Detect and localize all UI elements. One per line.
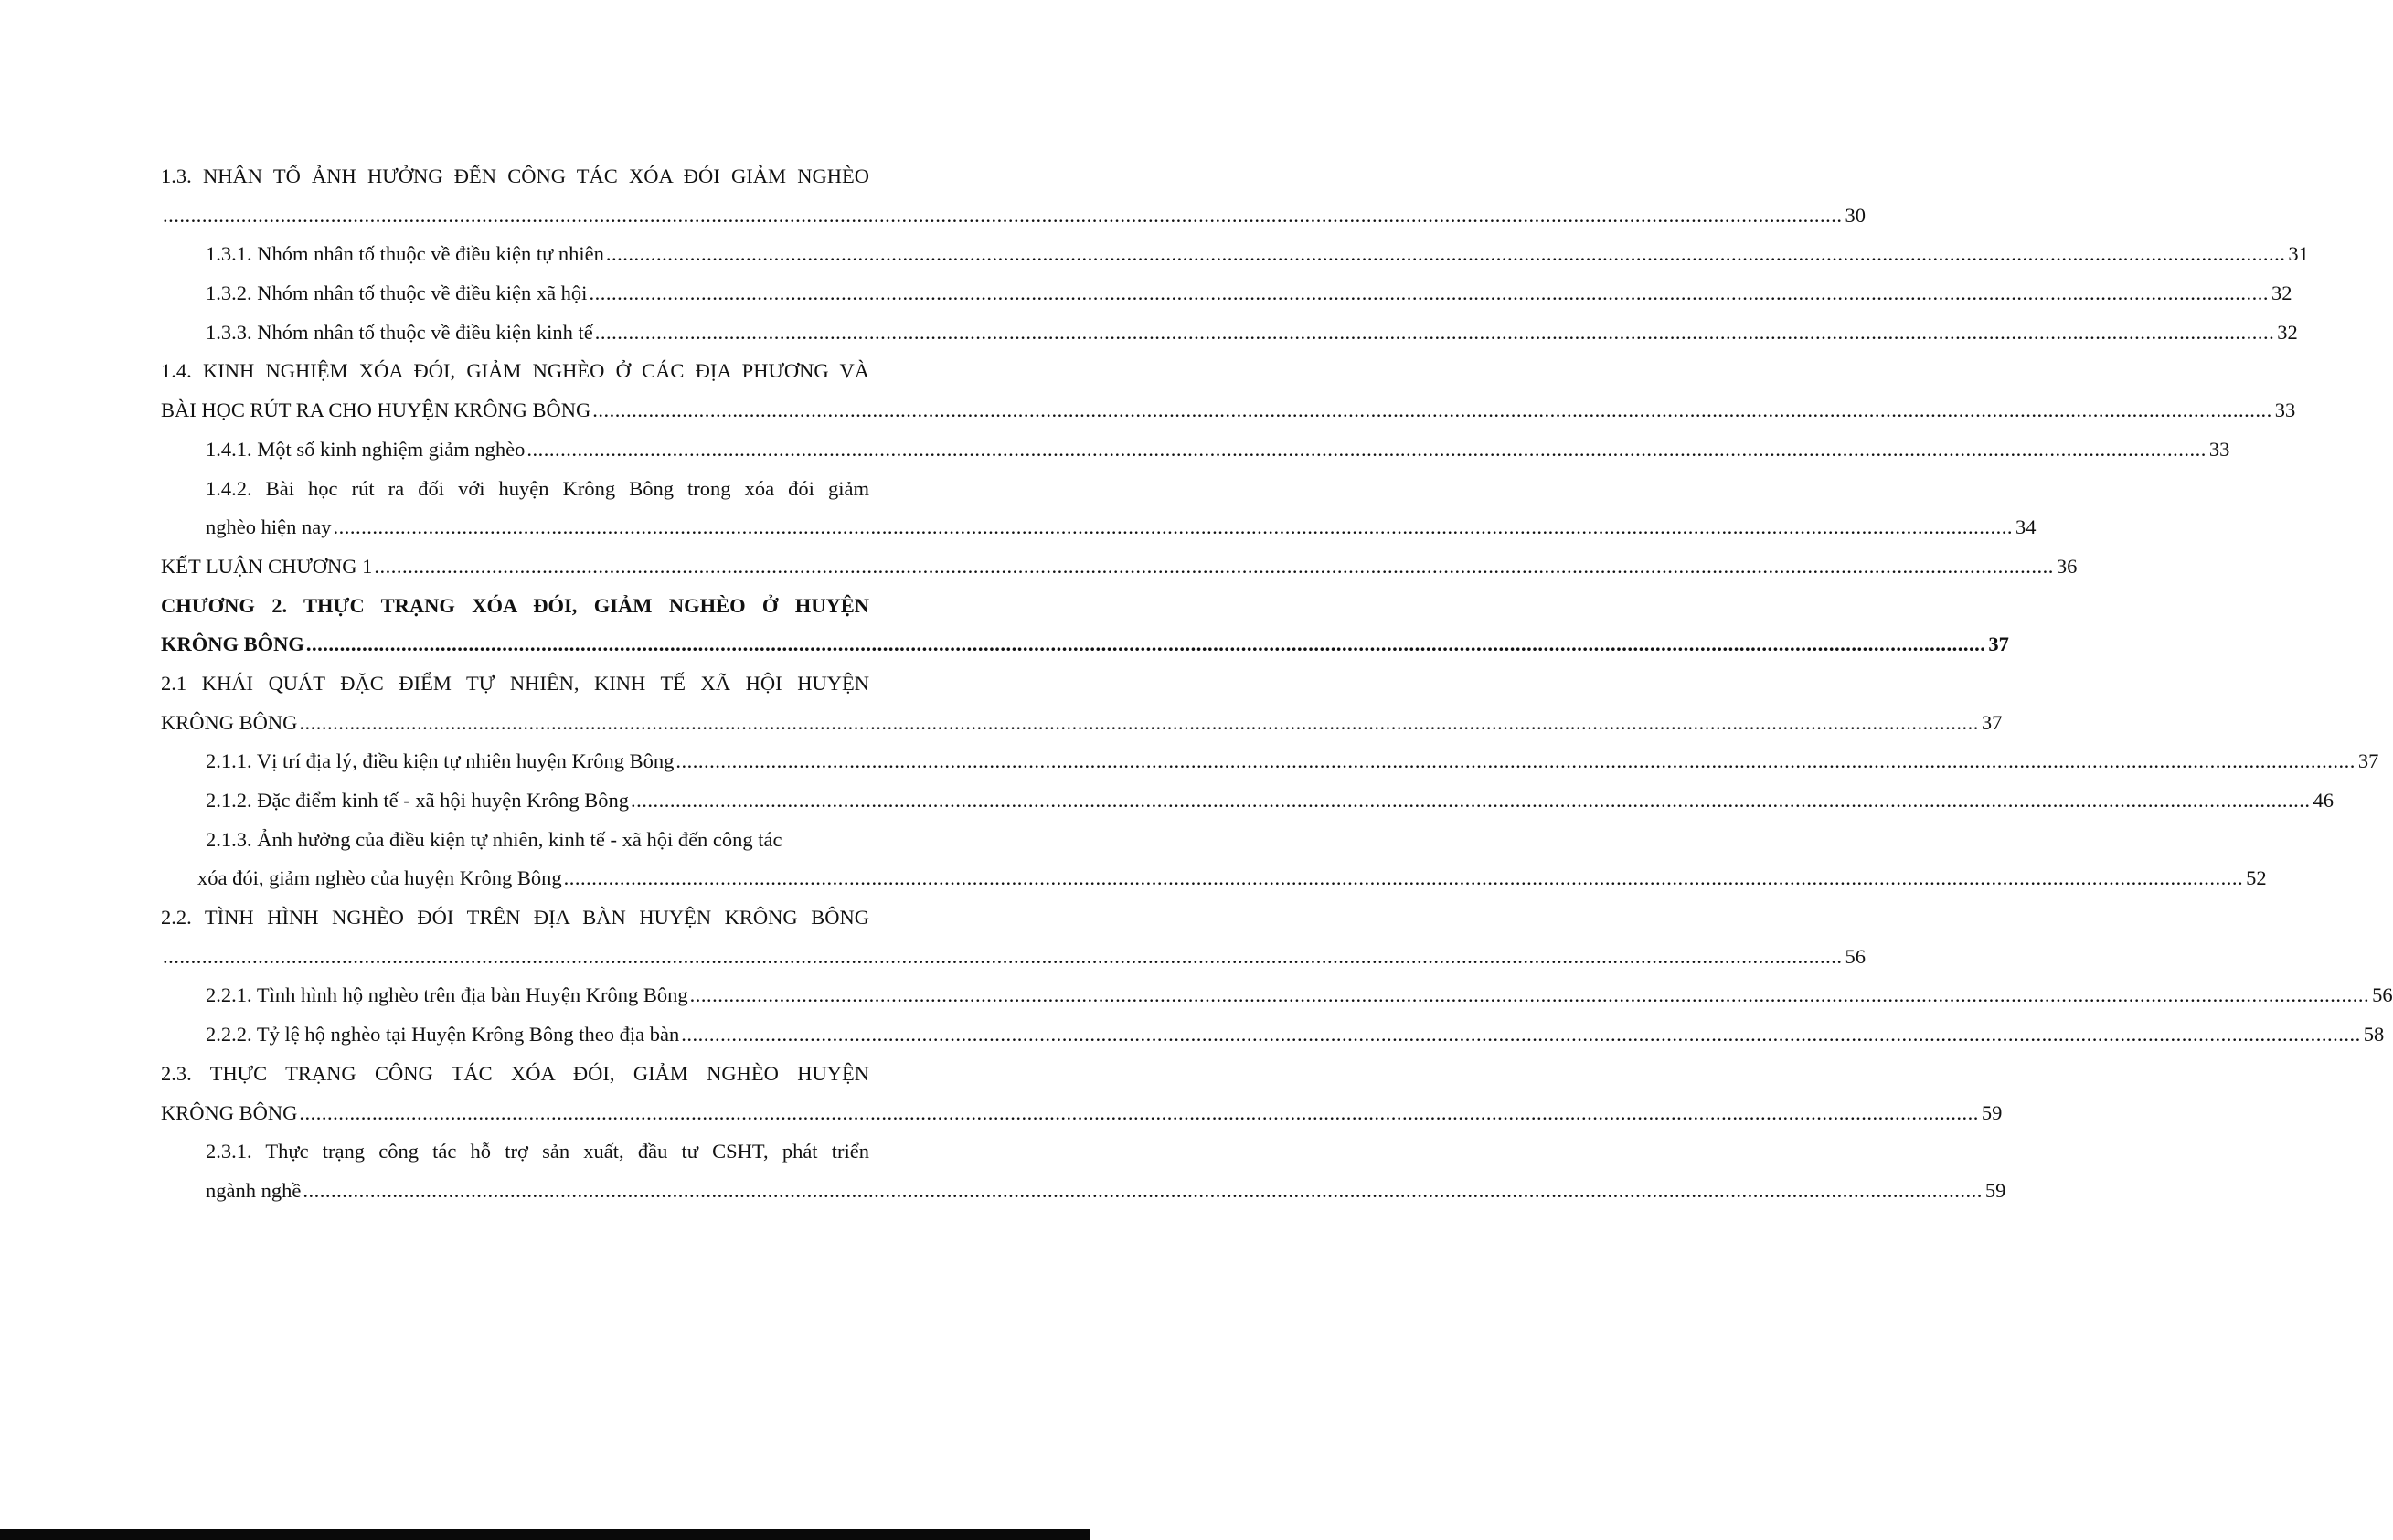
- toc-page-number: 56: [1845, 944, 1866, 968]
- toc-entry-title: KRÔNG BÔNG: [161, 710, 298, 734]
- toc-entry[interactable]: [161, 391, 2296, 430]
- toc-leader-dots: ............................................................................................................................................................................................................................................................................................................: [374, 554, 2054, 578]
- toc-page-number: 58: [2363, 1023, 2385, 1046]
- toc-page-number: 33: [2208, 437, 2230, 461]
- toc-page-number: 59: [1984, 1178, 2006, 1202]
- toc-entry-title: KRÔNG BÔNG: [161, 1100, 298, 1124]
- toc-leader-dots: ............................................................................................................................................................................................................................................................................................................: [592, 398, 2272, 422]
- toc-entry-title: 1.3.3. Nhóm nhân tố thuộc về điều kiện kinh tế: [206, 320, 593, 344]
- toc-page-number: 31: [2288, 242, 2309, 266]
- toc-entry-title: nghèo hiện nay: [206, 515, 332, 539]
- toc-page-number: 32: [2271, 281, 2292, 305]
- toc-entry[interactable]: [161, 430, 2230, 470]
- toc-entry[interactable]: [161, 196, 1866, 236]
- toc-leader-dots: ............................................................................................................................................................................................................................................................................................................: [675, 749, 2356, 773]
- toc-entry-title: 2.1.1. Vị trí địa lý, điều kiện tự nhiên huyện Krông Bông: [206, 749, 675, 773]
- toc-heading: 2.3. THỰC TRẠNG CÔNG TÁC XÓA ĐÓI, GIẢM NGHÈO HUYỆN: [161, 1061, 869, 1085]
- toc-leader-dots: ............................................................................................................................................................................................................................................................................................................: [594, 320, 2275, 344]
- toc-heading: 1.3. NHÂN TỐ ẢNH HƯỞNG ĐẾN CÔNG TÁC XÓA ĐÓI GIẢM NGHÈO: [161, 165, 869, 187]
- toc-entry[interactable]: [161, 976, 2393, 1015]
- toc-entry-title: ngành nghề: [206, 1178, 302, 1202]
- toc-leader-dots: ............................................................................................................................................................................................................................................................................................................: [299, 710, 1979, 734]
- toc-page-number: 34: [2015, 515, 2037, 539]
- toc-page-number: 33: [2274, 398, 2296, 422]
- toc-entry-title: 1.3.2. Nhóm nhân tố thuộc về điều kiện xã hội: [206, 281, 588, 305]
- toc-heading: 2.2. TÌNH HÌNH NGHÈO ĐÓI TRÊN ĐỊA BÀN HUYỆN KRÔNG BÔNG: [161, 906, 869, 929]
- toc-heading: 2.1 KHÁI QUÁT ĐẶC ĐIỂM TỰ NHIÊN, KINH TẾ XÃ HỘI HUYỆN: [161, 671, 869, 695]
- toc-page-number: 36: [2056, 554, 2078, 578]
- toc-leader-dots: ............................................................................................................................................................................................................................................................................................................: [299, 1100, 1979, 1124]
- toc-subheading: 2.3.1. Thực trạng công tác hỗ trợ sản xuất, đầu tư CSHT, phát triển: [206, 1140, 869, 1163]
- toc-entry[interactable]: [161, 781, 2335, 821]
- toc-page-number: 46: [2313, 789, 2335, 812]
- toc-entry-title: 1.4.1. Một số kinh nghiệm giảm nghèo: [206, 437, 526, 461]
- toc-page-number: 37: [2357, 749, 2379, 773]
- toc-leader-dots: ............................................................................................................................................................................................................................................................................................................: [681, 1023, 2361, 1046]
- toc-leader-dots: ............................................................................................................................................................................................................................................................................................................: [305, 632, 1986, 656]
- toc-entry[interactable]: [161, 235, 2309, 274]
- toc-entry-title: 2.2.2. Tỷ lệ hộ nghèo tại Huyện Krông Bông theo địa bàn: [206, 1023, 680, 1046]
- toc-page-number: 37: [1981, 710, 2003, 734]
- toc-entry[interactable]: [161, 938, 1866, 977]
- toc-entry[interactable]: [161, 508, 2037, 547]
- toc-entry-title: KRÔNG BÔNG: [161, 632, 304, 656]
- toc-entry[interactable]: [161, 704, 2003, 743]
- toc-entry[interactable]: [161, 1015, 2385, 1055]
- toc-leader-dots: ............................................................................................................................................................................................................................................................................................................: [631, 789, 2311, 812]
- toc-page-number: 32: [2277, 320, 2298, 344]
- toc-leader-dots: ............................................................................................................................................................................................................................................................................................................: [563, 866, 2244, 890]
- toc-page-number: 37: [1988, 632, 2009, 656]
- toc-leader-dots: ............................................................................................................................................................................................................................................................................................................: [163, 944, 1843, 968]
- toc-entry-title: KẾT LUẬN CHƯƠNG 1: [161, 554, 373, 578]
- toc-heading: 1.4. KINH NGHIỆM XÓA ĐÓI, GIẢM NGHÈO Ở CÁC ĐỊA PHƯƠNG VÀ: [161, 359, 869, 383]
- table-of-contents: [161, 157, 2393, 1211]
- toc-page-number: 56: [2372, 983, 2393, 1007]
- toc-leader-dots: ............................................................................................................................................................................................................................................................................................................: [333, 515, 2013, 539]
- toc-leader-dots: ............................................................................................................................................................................................................................................................................................................: [163, 203, 1843, 227]
- toc-entry-title: BÀI HỌC RÚT RA CHO HUYỆN KRÔNG BÔNG: [161, 398, 591, 422]
- toc-leader-dots: ............................................................................................................................................................................................................................................................................................................: [303, 1178, 1983, 1202]
- toc-entry-title: 1.3.1. Nhóm nhân tố thuộc về điều kiện tự nhiên: [206, 242, 604, 266]
- toc-leader-dots: ............................................................................................................................................................................................................................................................................................................: [689, 983, 2370, 1007]
- toc-leader-dots: ............................................................................................................................................................................................................................................................................................................: [589, 281, 2269, 305]
- toc-entry-title: xóa đói, giảm nghèo của huyện Krông Bông: [197, 866, 562, 890]
- page-bottom-border: [0, 1529, 1090, 1540]
- toc-leader-dots: ............................................................................................................................................................................................................................................................................................................: [526, 437, 2207, 461]
- toc-entry[interactable]: [161, 547, 2078, 587]
- toc-entry-title: 2.2.1. Tình hình hộ nghèo trên địa bàn Huyện Krông Bông: [206, 983, 688, 1007]
- toc-page-number: 59: [1981, 1100, 2003, 1124]
- toc-page-number: 30: [1845, 203, 1866, 227]
- toc-entry[interactable]: [161, 313, 2298, 353]
- toc-entry[interactable]: [161, 1094, 2003, 1133]
- toc-entry[interactable]: [161, 742, 2379, 781]
- toc-entry[interactable]: [161, 274, 2292, 313]
- toc-page-number: 52: [2246, 866, 2267, 890]
- toc-entry[interactable]: [161, 625, 2009, 664]
- toc-leader-dots: ............................................................................................................................................................................................................................................................................................................: [605, 242, 2286, 266]
- toc-entry[interactable]: [161, 1172, 2006, 1211]
- toc-chapter-heading: CHƯƠNG 2. THỰC TRẠNG XÓA ĐÓI, GIẢM NGHÈO Ở HUYỆN: [161, 593, 869, 617]
- toc-entry[interactable]: [161, 859, 2267, 898]
- toc-subheading: 2.1.3. Ảnh hưởng của điều kiện tự nhiên, kinh tế - xã hội đến công tác: [206, 827, 782, 851]
- toc-entry-title: 2.1.2. Đặc điểm kinh tế - xã hội huyện Krông Bông: [206, 789, 630, 812]
- toc-subheading: 1.4.2. Bài học rút ra đối với huyện Krông Bông trong xóa đói giảm: [206, 476, 869, 500]
